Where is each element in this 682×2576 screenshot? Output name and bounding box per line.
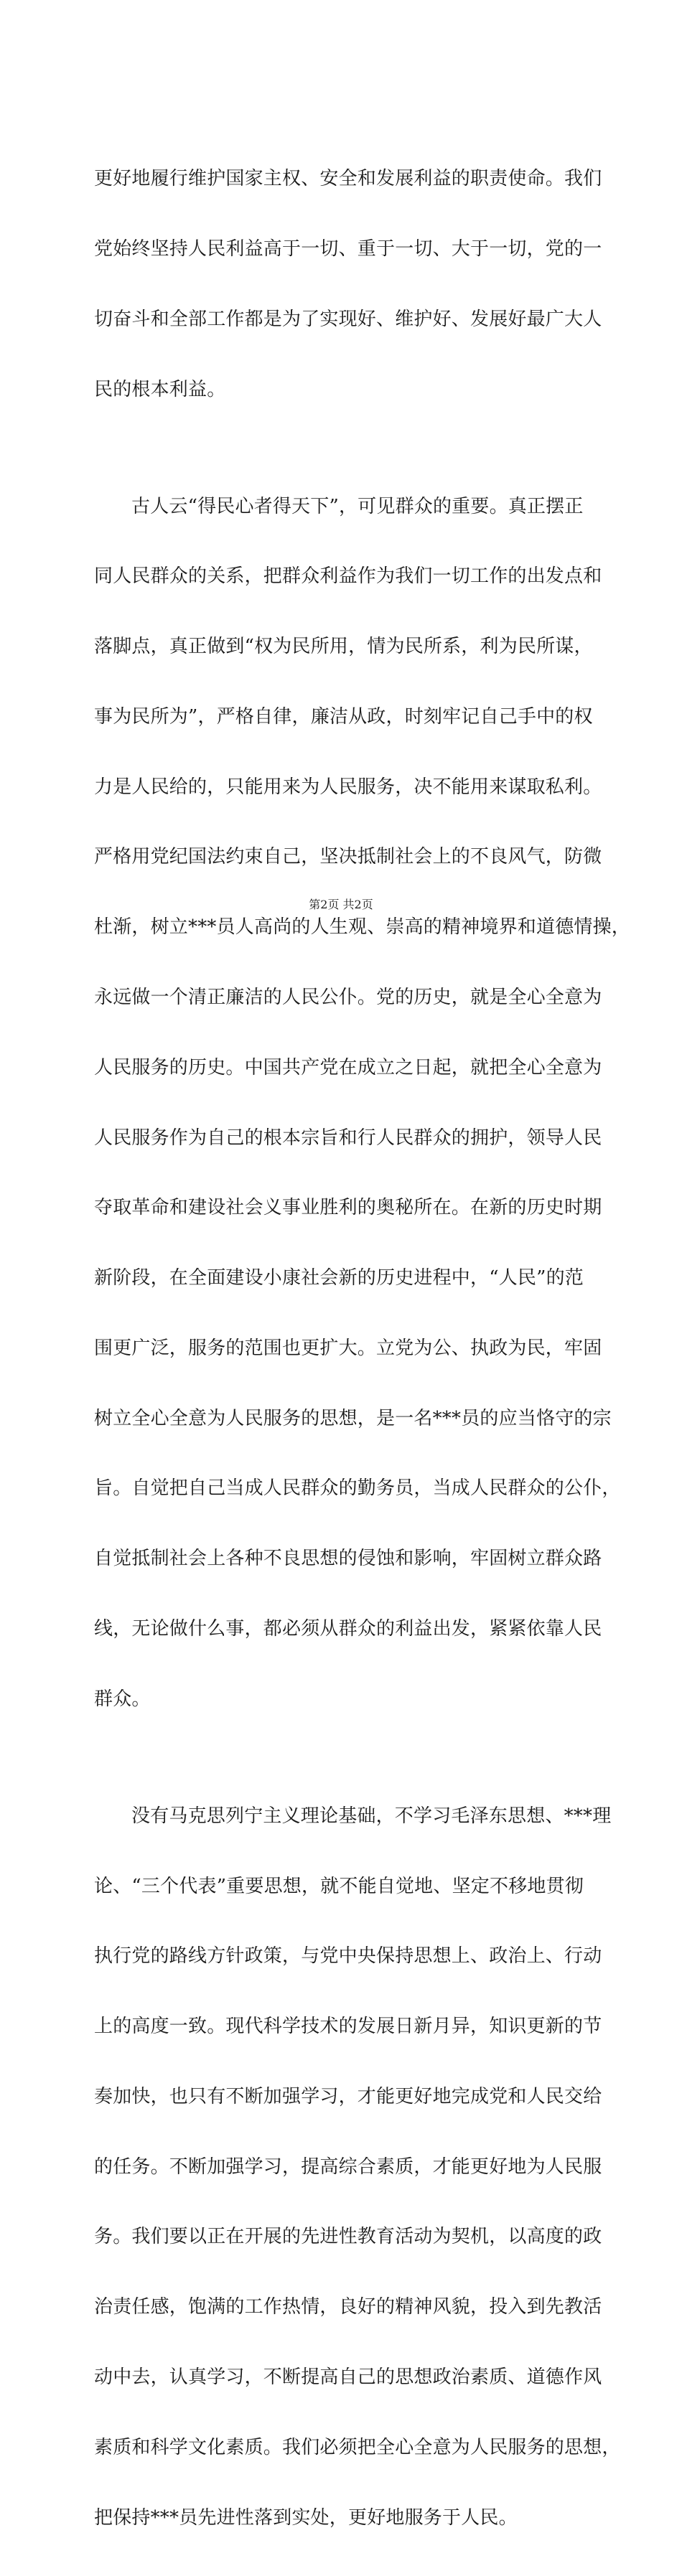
text-line: 执行党的路线方针政策，与党中央保持思想上、政治上、行动 — [94, 1945, 602, 1968]
text-line: 人民服务作为自己的根本宗旨和行人民群众的拥护，领导人民 — [94, 1127, 602, 1149]
text-line: 没有马克思列宁主义理论基础，不学习毛泽东思想、***理 — [131, 1805, 612, 1827]
text-line: 奏加快，也只有不断加强学习，才能更好地完成党和人民交给 — [94, 2085, 602, 2107]
text-line: 自觉抵制社会上各种不良思想的侵蚀和影响，牢固树立群众路 — [94, 1548, 602, 1570]
text-line: 民的根本利益。 — [94, 378, 226, 400]
text-line: 新阶段，在全面建设小康社会新的历史进程中，“人民”的范 — [94, 1267, 584, 1289]
document-body — [94, 121, 631, 2576]
text-line: 严格用党纪国法约束自己，坚决抵制社会上的不良风气，防微 — [94, 846, 602, 868]
text-line: 切奋斗和全部工作都是为了实现好、维护好、发展好最广大人 — [94, 308, 602, 330]
text-line: 的任务。不断加强学习，提高综合素质，才能更好地为人民服 — [94, 2156, 602, 2178]
text-line: 事为民所为”，严格自律，廉洁从政，时刻牢记自己手中的权 — [94, 705, 593, 728]
page-footer: 第2页 共2页 — [309, 898, 373, 911]
paragraph-3 — [94, 1758, 621, 2576]
text-line: 务。我们要以正在开展的先进性教育活动为契机，以高度的政 — [94, 2226, 602, 2248]
text-line: 夺取革命和建设社会义事业胜利的奥秘所在。在新的历史时期 — [94, 1197, 602, 1219]
text-line: 动中去，认真学习，不断提高自己的思想政治素质、道德作风 — [94, 2366, 602, 2388]
text-line: 治责任感，饱满的工作热情，良好的精神风貌，投入到先教活 — [94, 2296, 602, 2318]
text-line: 党始终坚持人民利益高于一切、重于一切、大于一切，党的一 — [94, 238, 602, 260]
text-line: 同人民群众的关系，把群众利益作为我们一切工作的出发点和 — [94, 565, 602, 588]
text-line: 把保持***员先进性落到实处，更好地服务于人民。 — [94, 2506, 518, 2529]
text-line: 群众。 — [94, 1688, 151, 1710]
text-line: 古人云“得民心者得天下”，可见群众的重要。真正摆正 — [131, 495, 584, 517]
text-line: 人民服务的历史。中国共产党在成立之日起，就把全心全意为 — [94, 1056, 602, 1078]
text-line: 树立全心全意为人民服务的思想，是一名***员的应当恪守的宗 — [94, 1407, 612, 1429]
text-line: 旨。自觉把自己当成人民群众的勤务员，当成人民群众的公仆， — [94, 1477, 621, 1500]
text-line: 落脚点，真正做到“权为民所用，情为民所系，利为民所谋， — [94, 636, 593, 658]
text-line: 线，无论做什么事，都必须从群众的利益出发，紧紧依靠人民 — [94, 1618, 602, 1640]
text-line: 杜渐，树立***员人高尚的人生观、崇高的精神境界和道德情操， — [94, 916, 631, 939]
text-line: 更好地履行维护国家主权、安全和发展利益的职责使命。我们 — [94, 168, 602, 190]
paragraph-2 — [94, 448, 631, 1757]
text-line: 论、“三个代表”重要思想，就不能自觉地、坚定不移地贯彻 — [94, 1875, 584, 1897]
text-line: 素质和科学文化素质。我们必须把全心全意为人民服务的思想， — [94, 2436, 621, 2458]
text-line: 力是人民给的，只能用来为人民服务，决不能用来谋取私利。 — [94, 776, 602, 798]
text-line: 围更广泛，服务的范围也更扩大。立党为公、执政为民，牢固 — [94, 1337, 602, 1359]
paragraph-1 — [94, 121, 602, 448]
text-line: 永远做一个清正廉洁的人民公仆。党的历史，就是全心全意为 — [94, 986, 602, 1008]
text-line: 上的高度一致。现代科学技术的发展日新月异，知识更新的节 — [94, 2016, 602, 2038]
